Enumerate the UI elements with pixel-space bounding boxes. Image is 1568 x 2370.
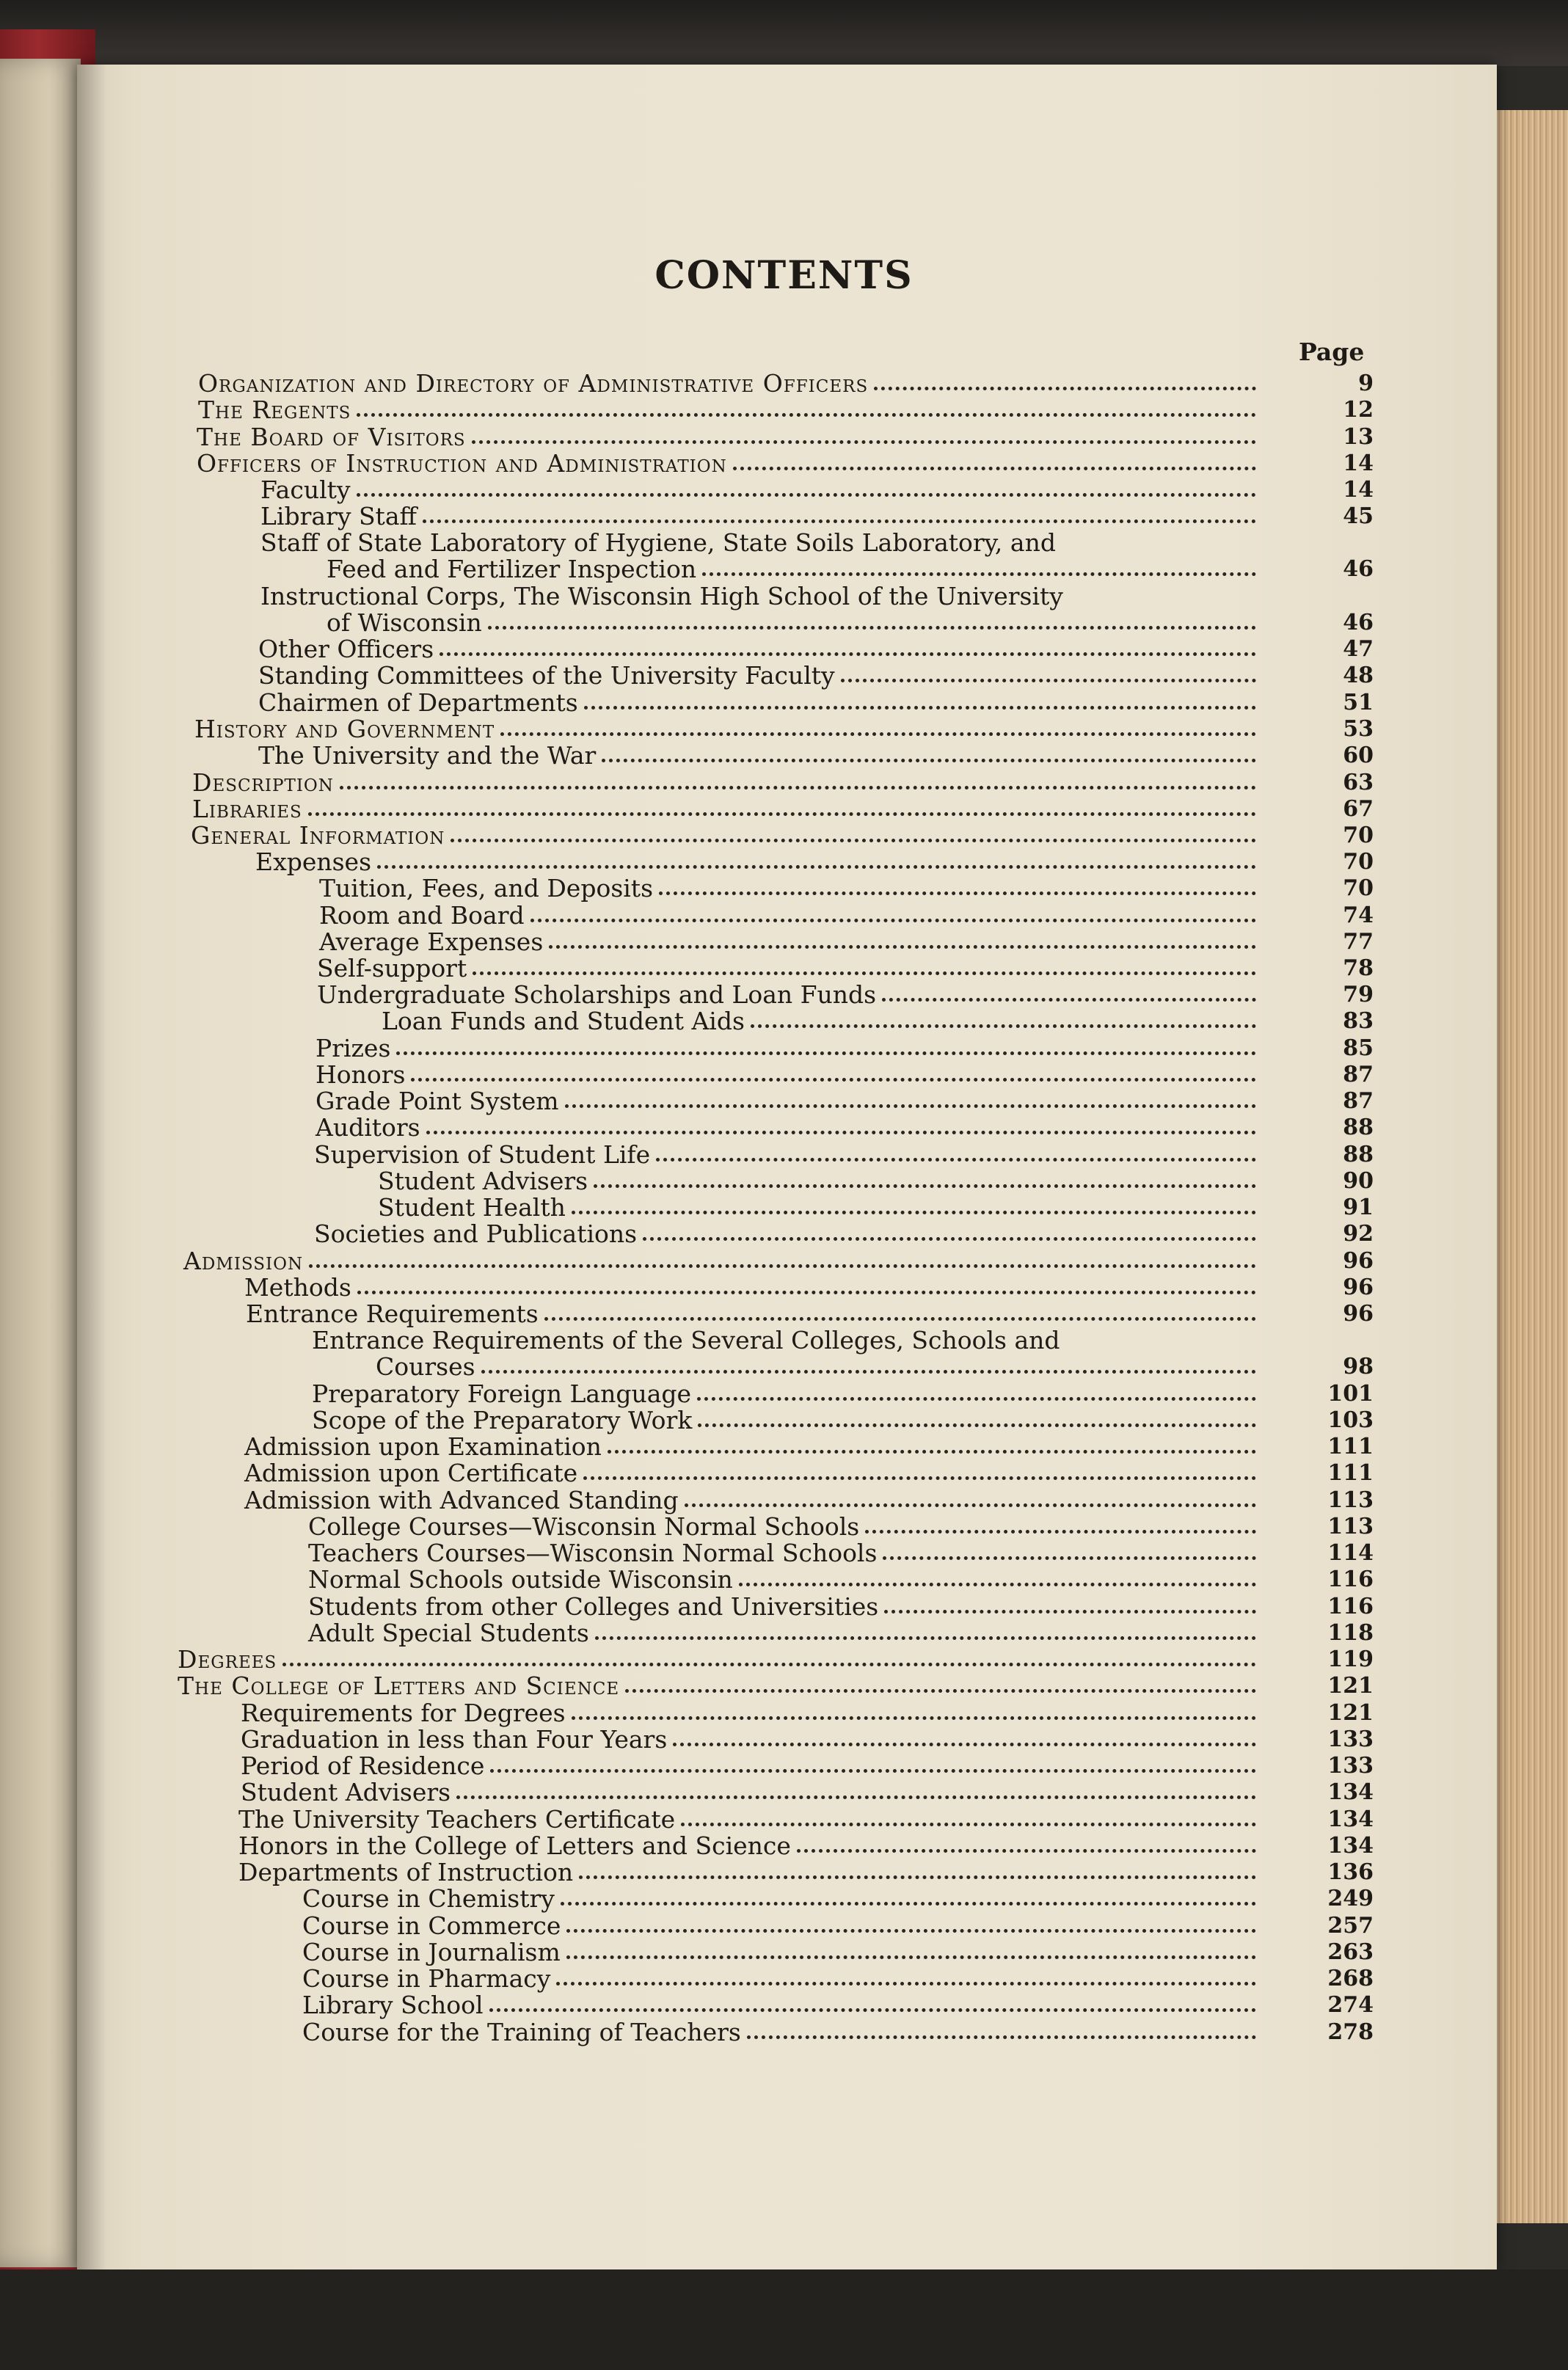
toc-entry-page: 98 <box>1343 1354 1374 1379</box>
dot-leader <box>884 1594 1256 1614</box>
toc-entry-label: Student Advisers <box>378 1167 588 1195</box>
dot-leader <box>595 1620 1256 1640</box>
toc-entry-label: Instructional Corps, The Wisconsin High School of the University <box>260 582 1063 610</box>
toc-entry <box>378 1193 1374 1222</box>
toc-entry-page: 70 <box>1343 875 1374 901</box>
dot-leader <box>396 1035 1256 1055</box>
dot-leader <box>733 451 1256 470</box>
toc-entry <box>192 795 1374 823</box>
toc-entry <box>327 555 1374 583</box>
toc-entry-page: 45 <box>1343 503 1374 529</box>
toc-entry <box>317 980 1374 1009</box>
toc-entry-page: 121 <box>1327 1673 1374 1699</box>
dot-leader <box>426 1115 1256 1134</box>
toc-entry <box>258 635 1374 663</box>
toc-entry-label: History and Government <box>194 715 495 743</box>
dot-leader <box>747 2019 1256 2039</box>
toc-entry <box>183 1247 1374 1275</box>
dot-leader <box>282 1647 1256 1666</box>
toc-entry-label: Requirements for Degrees <box>241 1699 566 1727</box>
toc-entry <box>302 1884 1374 1913</box>
toc-entry <box>316 1034 1374 1062</box>
toc-entry-label: of Wisconsin <box>327 608 482 637</box>
toc-entry <box>241 1751 1374 1780</box>
toc-entry-page: 79 <box>1343 982 1374 1007</box>
toc-entry-page: 114 <box>1327 1540 1374 1566</box>
toc-entry-label: Departments of Instruction <box>238 1858 574 1886</box>
toc-entry-page: 12 <box>1343 397 1374 423</box>
toc-entry-page: 113 <box>1327 1514 1374 1539</box>
toc-entry <box>258 661 1374 690</box>
dot-leader <box>572 1195 1256 1214</box>
toc-entry <box>255 847 1374 876</box>
dot-leader <box>702 556 1256 576</box>
toc-entry-page: 121 <box>1327 1700 1374 1726</box>
toc-entry-label: Admission <box>183 1247 304 1275</box>
toc-entry-page: 103 <box>1327 1407 1374 1433</box>
dot-leader <box>566 1939 1256 1959</box>
toc-entry-label: Average Expenses <box>319 927 544 956</box>
toc-entry <box>198 369 1374 398</box>
toc-entry <box>302 1964 1374 1993</box>
toc-entry <box>308 1592 1374 1621</box>
toc-entry <box>241 1699 1374 1727</box>
toc-entry <box>316 1113 1374 1142</box>
dot-leader <box>659 875 1256 895</box>
toc-entry-label: Feed and Fertilizer Inspection <box>327 555 697 583</box>
toc-entry-label: Officers of Instruction and Administration <box>197 449 727 478</box>
dot-leader <box>472 424 1256 444</box>
toc-entry <box>191 821 1374 850</box>
toc-entry-page: 46 <box>1343 556 1374 582</box>
toc-entry-label: Undergraduate Scholarships and Loan Funds <box>317 980 877 1009</box>
toc-entry-page: 118 <box>1327 1620 1374 1646</box>
toc-entry-page: 134 <box>1327 1779 1374 1805</box>
toc-entry-page: 53 <box>1343 716 1374 742</box>
dot-leader <box>698 1407 1256 1427</box>
dot-leader <box>556 1966 1256 1986</box>
toc-entry <box>308 1539 1374 1567</box>
toc-entry <box>302 1991 1374 2019</box>
toc-entry-page: 88 <box>1343 1115 1374 1140</box>
toc-entry-page: 63 <box>1343 770 1374 795</box>
dot-leader <box>456 1779 1256 1799</box>
toc-entry-page: 87 <box>1343 1062 1374 1087</box>
toc-entry-page: 91 <box>1343 1195 1374 1220</box>
toc-entry <box>376 1352 1374 1381</box>
toc-entry <box>244 1273 1374 1302</box>
toc-entry-label: Prizes <box>316 1034 391 1062</box>
toc-entry <box>314 1219 1374 1248</box>
toc-entry-page: 74 <box>1343 903 1374 928</box>
toc-entry-label: General Information <box>191 821 445 850</box>
dot-leader <box>308 796 1256 816</box>
dot-leader <box>625 1673 1256 1693</box>
toc-entry-page: 83 <box>1343 1008 1374 1034</box>
toc-entry-page: 96 <box>1343 1301 1374 1327</box>
toc-entry-label: Students from other Colleges and Universities <box>308 1592 879 1621</box>
toc-entry-label: Staff of State Laboratory of Hygiene, State Soils Laboratory, and <box>260 528 1056 557</box>
dot-leader <box>488 610 1256 630</box>
toc-entry-page: 14 <box>1343 477 1374 503</box>
dot-leader <box>440 636 1256 656</box>
toc-entry-page: 101 <box>1327 1381 1374 1407</box>
dot-leader <box>544 1301 1256 1321</box>
toc-entry-label: Chairmen of Departments <box>258 688 578 717</box>
toc-entry-page: 48 <box>1343 663 1374 688</box>
dot-leader <box>673 1727 1256 1746</box>
dot-leader <box>451 823 1256 842</box>
toc-entry-page: 134 <box>1327 1806 1374 1832</box>
dot-leader <box>309 1248 1256 1268</box>
toc-entry-label: Methods <box>244 1273 351 1302</box>
toc-entry <box>238 1805 1374 1834</box>
toc-entry <box>258 741 1374 770</box>
toc-entry <box>194 715 1374 743</box>
dot-leader <box>681 1806 1256 1826</box>
toc-entry-page: 257 <box>1327 1913 1374 1939</box>
toc-entry-page: 111 <box>1327 1460 1374 1486</box>
toc-entry <box>308 1619 1374 1647</box>
dot-leader <box>874 371 1256 390</box>
toc-entry-page: 90 <box>1343 1168 1374 1194</box>
toc-entry <box>316 1087 1374 1115</box>
toc-entry-page: 70 <box>1343 849 1374 875</box>
toc-entry <box>241 1725 1374 1754</box>
toc-entry-page: 133 <box>1327 1753 1374 1779</box>
toc-entry-page: 111 <box>1327 1434 1374 1459</box>
toc-entry-label: Course in Journalism <box>302 1938 561 1966</box>
dot-leader <box>643 1221 1256 1241</box>
toc-entry-page: 263 <box>1327 1939 1374 1965</box>
toc-entry-label: Description <box>192 768 334 797</box>
toc-entry <box>178 1645 1374 1674</box>
toc-entry-page: 136 <box>1327 1859 1374 1885</box>
page-column-heading: Page <box>1299 338 1365 366</box>
toc-entry <box>382 1007 1374 1035</box>
toc-entry-label: Libraries <box>192 795 302 823</box>
dot-leader <box>357 397 1256 417</box>
toc-entry-label: Scope of the Preparatory Work <box>312 1406 693 1434</box>
toc-entry <box>319 927 1374 956</box>
toc-entry-page: 51 <box>1343 690 1374 715</box>
dot-leader <box>473 955 1256 975</box>
toc-entry-label: Normal Schools outside Wisconsin <box>308 1565 733 1594</box>
dot-leader <box>797 1833 1256 1853</box>
toc-entry-page: 113 <box>1327 1487 1374 1513</box>
dot-leader <box>411 1062 1256 1082</box>
toc-entry <box>378 1167 1374 1195</box>
toc-entry-label: Preparatory Foreign Language <box>312 1379 692 1408</box>
toc-entry-page: 133 <box>1327 1727 1374 1752</box>
toc-entry-label: Library Staff <box>260 502 417 530</box>
toc-entry-label: Entrance Requirements of the Several Colleges, Schools and <box>312 1326 1060 1354</box>
toc-entry-page: 78 <box>1343 955 1374 981</box>
dot-leader <box>561 1886 1256 1906</box>
toc-entry-label: Course in Commerce <box>302 1911 561 1940</box>
toc-entry-label: The University Teachers Certificate <box>238 1805 676 1834</box>
toc-entry-label: Standing Committees of the University Faculty <box>258 661 835 690</box>
toc-entry-label: Entrance Requirements <box>246 1299 539 1328</box>
toc-entry-page: 14 <box>1343 451 1374 476</box>
toc-entry <box>312 1379 1374 1408</box>
toc-entry <box>260 475 1374 504</box>
toc-entry-page: 249 <box>1327 1886 1374 1911</box>
toc-entry <box>317 954 1374 982</box>
toc-entry <box>312 1327 1060 1354</box>
toc-entry-label: Organization and Directory of Administrative Officers <box>198 369 869 398</box>
toc-entry <box>316 1060 1374 1089</box>
toc-entry-label: Honors <box>316 1060 406 1089</box>
dot-leader <box>530 903 1256 922</box>
toc-entry <box>258 688 1374 717</box>
dot-leader <box>340 770 1256 790</box>
toc-entry-label: Library School <box>302 1991 484 2019</box>
dot-leader <box>656 1142 1256 1162</box>
dot-leader <box>549 929 1256 949</box>
toc-entry-page: 85 <box>1343 1035 1374 1061</box>
toc-entry <box>244 1432 1374 1461</box>
toc-entry <box>302 2018 1374 2046</box>
toc-entry-label: The Regents <box>198 395 351 424</box>
dot-leader <box>739 1567 1256 1586</box>
dot-leader <box>841 663 1256 682</box>
toc-entry-label: Courses <box>376 1352 475 1381</box>
toc-entry-label: Adult Special Students <box>308 1619 589 1647</box>
toc-entry-page: 116 <box>1327 1567 1374 1592</box>
toc-entry <box>260 583 1063 610</box>
dot-leader <box>602 743 1256 762</box>
toc-entry <box>244 1459 1374 1487</box>
toc-entry-label: Course for the Training of Teachers <box>302 2018 741 2046</box>
toc-entry-label: Admission upon Certificate <box>244 1459 578 1487</box>
toc-entry-label: Degrees <box>178 1645 277 1674</box>
toc-entry <box>260 530 1056 556</box>
toc-entry-label: Graduation in less than Four Years <box>241 1725 668 1754</box>
dot-leader <box>357 477 1256 497</box>
toc-entry-page: 92 <box>1343 1221 1374 1247</box>
toc-entry <box>314 1140 1374 1169</box>
dot-leader <box>685 1487 1256 1507</box>
dot-leader <box>579 1859 1256 1879</box>
dot-leader <box>583 1460 1256 1480</box>
toc-entry <box>319 901 1374 930</box>
toc-entry-label: Loan Funds and Student Aids <box>382 1007 745 1035</box>
toc-entry <box>178 1671 1374 1700</box>
toc-entry-page: 88 <box>1343 1142 1374 1167</box>
toc-entry <box>197 449 1374 478</box>
toc-entry <box>302 1911 1374 1940</box>
toc-entry-label: Faculty <box>260 475 351 504</box>
toc-entry-page: 47 <box>1343 636 1374 662</box>
dot-leader <box>489 1992 1256 2012</box>
toc-entry-page: 13 <box>1343 424 1374 450</box>
toc-entry <box>198 395 1374 424</box>
dot-leader <box>423 503 1256 523</box>
toc-entry-label: Student Advisers <box>241 1778 451 1806</box>
toc-entry-page: 77 <box>1343 929 1374 955</box>
toc-entry <box>260 502 1374 530</box>
dot-leader <box>608 1434 1256 1454</box>
toc-entry <box>238 1831 1374 1860</box>
toc-entry <box>302 1938 1374 1966</box>
toc-entry-page: 70 <box>1343 823 1374 848</box>
dot-leader <box>500 716 1256 736</box>
toc-entry-label: Teachers Courses—Wisconsin Normal Schools <box>308 1539 878 1567</box>
toc-entry-label: Self-support <box>317 954 467 982</box>
toc-entry-page: 67 <box>1343 796 1374 822</box>
toc-entry <box>308 1565 1374 1594</box>
dot-leader <box>594 1168 1256 1188</box>
toc-entry-label: Expenses <box>255 847 372 876</box>
toc-entry <box>238 1858 1374 1886</box>
toc-entry-label: Societies and Publications <box>314 1219 638 1248</box>
toc-entry <box>197 423 1374 451</box>
toc-entry-label: Room and Board <box>319 901 525 930</box>
toc-entry-label: Admission with Advanced Standing <box>244 1486 679 1514</box>
toc-entry-label: Course in Chemistry <box>302 1884 555 1913</box>
toc-entry-label: Grade Point System <box>316 1087 559 1115</box>
toc-entry <box>308 1512 1374 1541</box>
dot-leader <box>882 982 1256 1002</box>
toc-entry-page: 9 <box>1358 371 1374 396</box>
dot-leader <box>481 1354 1256 1374</box>
toc-entry <box>192 768 1374 797</box>
toc-entry-label: The Board of Visitors <box>197 423 466 451</box>
dot-leader <box>566 1913 1256 1933</box>
toc-entry-page: 87 <box>1343 1088 1374 1114</box>
toc-entry-label: Supervision of Student Life <box>314 1140 651 1169</box>
toc-entry-label: Auditors <box>316 1113 420 1142</box>
toc-entry-page: 134 <box>1327 1833 1374 1859</box>
toc-entry <box>327 608 1374 637</box>
toc-entry-page: 119 <box>1327 1647 1374 1672</box>
toc-entry-page: 60 <box>1343 743 1374 768</box>
toc-entry-label: Tuition, Fees, and Deposits <box>319 874 654 903</box>
toc-entry-page: 96 <box>1343 1248 1374 1274</box>
toc-entry <box>312 1406 1374 1434</box>
dot-leader <box>357 1275 1256 1294</box>
toc-entry <box>244 1486 1374 1514</box>
toc-entry <box>246 1299 1374 1328</box>
dot-leader <box>584 690 1256 710</box>
toc-entry-label: Honors in the College of Letters and Science <box>238 1831 791 1860</box>
toc-entry-label: Course in Pharmacy <box>302 1964 551 1993</box>
toc-entry-page: 46 <box>1343 610 1374 635</box>
toc-entry-label: Admission upon Examination <box>244 1432 602 1461</box>
toc-entry-page: 274 <box>1327 1992 1374 2018</box>
toc-entry-page: 278 <box>1327 2019 1374 2045</box>
toc-entry-label: Period of Residence <box>241 1751 485 1780</box>
toc-entry-page: 116 <box>1327 1594 1374 1619</box>
dot-leader <box>490 1753 1256 1773</box>
toc-entry-label: The College of Letters and Science <box>178 1671 620 1700</box>
toc-entry-page: 96 <box>1343 1275 1374 1300</box>
dot-leader <box>697 1381 1256 1401</box>
toc-entry-label: Student Health <box>378 1193 566 1222</box>
toc-entry <box>241 1778 1374 1806</box>
dot-leader <box>572 1700 1256 1720</box>
dot-leader <box>883 1540 1256 1560</box>
dot-leader <box>751 1008 1256 1028</box>
toc-entry-label: College Courses—Wisconsin Normal Schools <box>308 1512 860 1541</box>
dot-leader <box>377 849 1256 869</box>
toc-entry <box>319 874 1374 903</box>
toc-entry-label: Other Officers <box>258 635 434 663</box>
toc-entry-page: 268 <box>1327 1966 1374 1991</box>
toc-entry-label: The University and the War <box>258 741 597 770</box>
page-title: CONTENTS <box>654 253 914 298</box>
dot-leader <box>565 1088 1256 1108</box>
dot-leader <box>865 1514 1256 1534</box>
